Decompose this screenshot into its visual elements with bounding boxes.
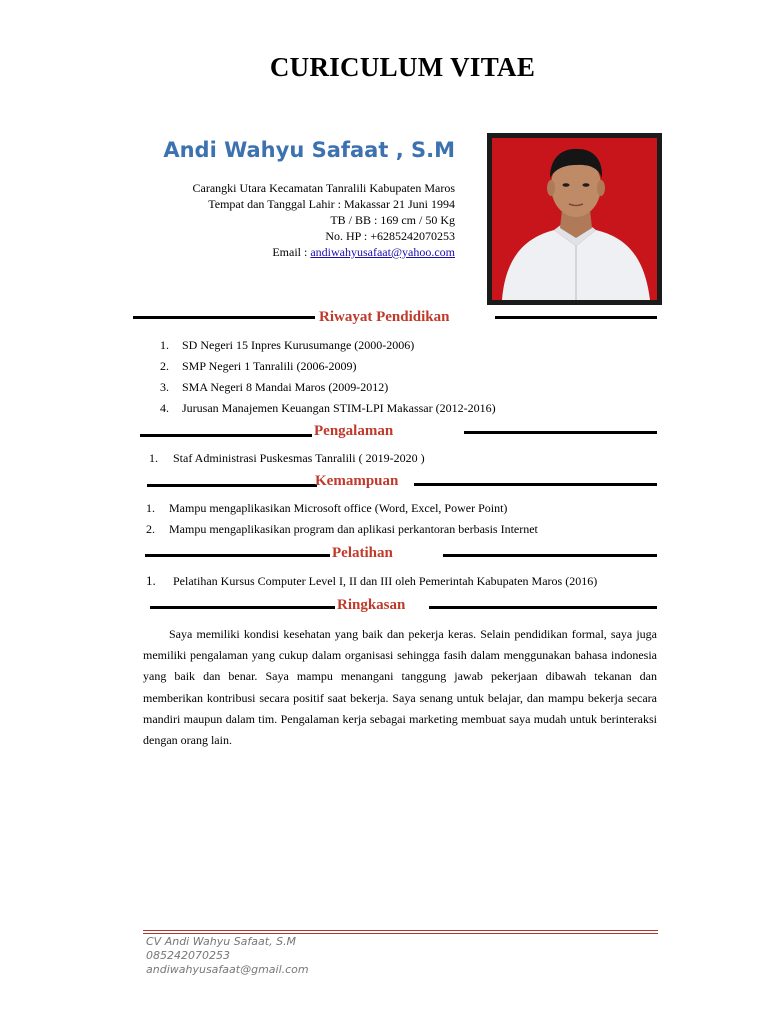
section-rule-right	[414, 483, 657, 486]
address: Carangki Utara Kecamatan Tanralili Kabupaten Maros	[192, 181, 455, 195]
training-title: Pelatihan	[332, 545, 393, 561]
footer-rule	[143, 930, 658, 931]
list-item: 2. SMP Negeri 1 Tanralili (2006-2009)	[160, 359, 357, 373]
email-line	[0, 244, 455, 261]
section-rule-left	[147, 484, 317, 487]
document-title: CURICULUM VITAE	[269, 52, 536, 82]
experience-title: Pengalaman	[314, 423, 394, 439]
section-rule-right	[429, 606, 657, 609]
email-label: Email :	[272, 245, 311, 259]
skills-title: Kemampuan	[315, 473, 399, 489]
summary-title: Ringkasan	[337, 597, 406, 613]
list-item: 3. SMA Negeri 8 Mandai Maros (2009-2012)	[160, 380, 389, 394]
section-rule-right	[464, 431, 657, 434]
footer-email: andiwahyusafaat@gmail.com	[146, 963, 309, 976]
section-rule-right	[495, 316, 657, 319]
section-rule-left	[150, 606, 335, 609]
list-item: 2. Mampu mengaplikasikan program dan aplikasi perkantoran berbasis Internet	[146, 522, 538, 536]
birth-info: Tempat dan Tanggal Lahir : Makassar 21 Juni 1994	[208, 197, 455, 211]
summary-paragraph: Saya memiliki kondisi kesehatan yang baik dan pekerja keras. Selain pendidikan formal, saya juga memiliki pengalaman yang cukup dalam organisasi sehingga fasih dalam menggunakan bahasa indonesia yang baik dan benar. Saya mampu menangani tanggung jawab pekerjaan dibawah tekanan dan memberikan kontribusi secara positif saat bekerja. Saya senang untuk belajar, dan mampu bekerja secara mandiri maupun dalam tim. Pengalaman kerja sebagai marketing membuat saya mudah untuk berinteraksi dengan orang lain.	[143, 627, 657, 748]
person-name: Andi Wahyu Safaat , S.M	[163, 138, 455, 162]
footer	[146, 935, 309, 977]
list-item: 1. Pelatihan Kursus Computer Level I, II dan III oleh Pemerintah Kabupaten Maros (2016)	[146, 573, 598, 588]
education-title: Riwayat Pendidikan	[319, 309, 450, 325]
phone-number: No. HP : +6285242070253	[325, 229, 455, 243]
section-rule-left	[145, 554, 330, 557]
footer-name: CV Andi Wahyu Safaat, S.M	[146, 935, 297, 948]
email-link[interactable]: andiwahyusafaat@yahoo.com	[310, 245, 455, 259]
profile-photo	[487, 133, 662, 305]
height-weight: TB / BB : 169 cm / 50 Kg	[330, 213, 455, 227]
list-item: 1. SD Negeri 15 Inpres Kurusumange (2000-2006)	[160, 338, 415, 352]
footer-phone: 085242070253	[146, 949, 230, 962]
section-rule-left	[133, 316, 315, 319]
list-item: 1. Mampu mengaplikasikan Microsoft office (Word, Excel, Power Point)	[146, 501, 508, 515]
list-item: 4. Jurusan Manajemen Keuangan STIM-LPI Makassar (2012-2016)	[160, 401, 496, 415]
list-item: 1. Staf Administrasi Puskesmas Tanralili ( 2019-2020 )	[149, 451, 425, 465]
section-rule-left	[140, 434, 312, 437]
section-rule-right	[443, 554, 657, 557]
person-portrait-icon	[492, 138, 657, 300]
footer-rule	[143, 933, 658, 934]
